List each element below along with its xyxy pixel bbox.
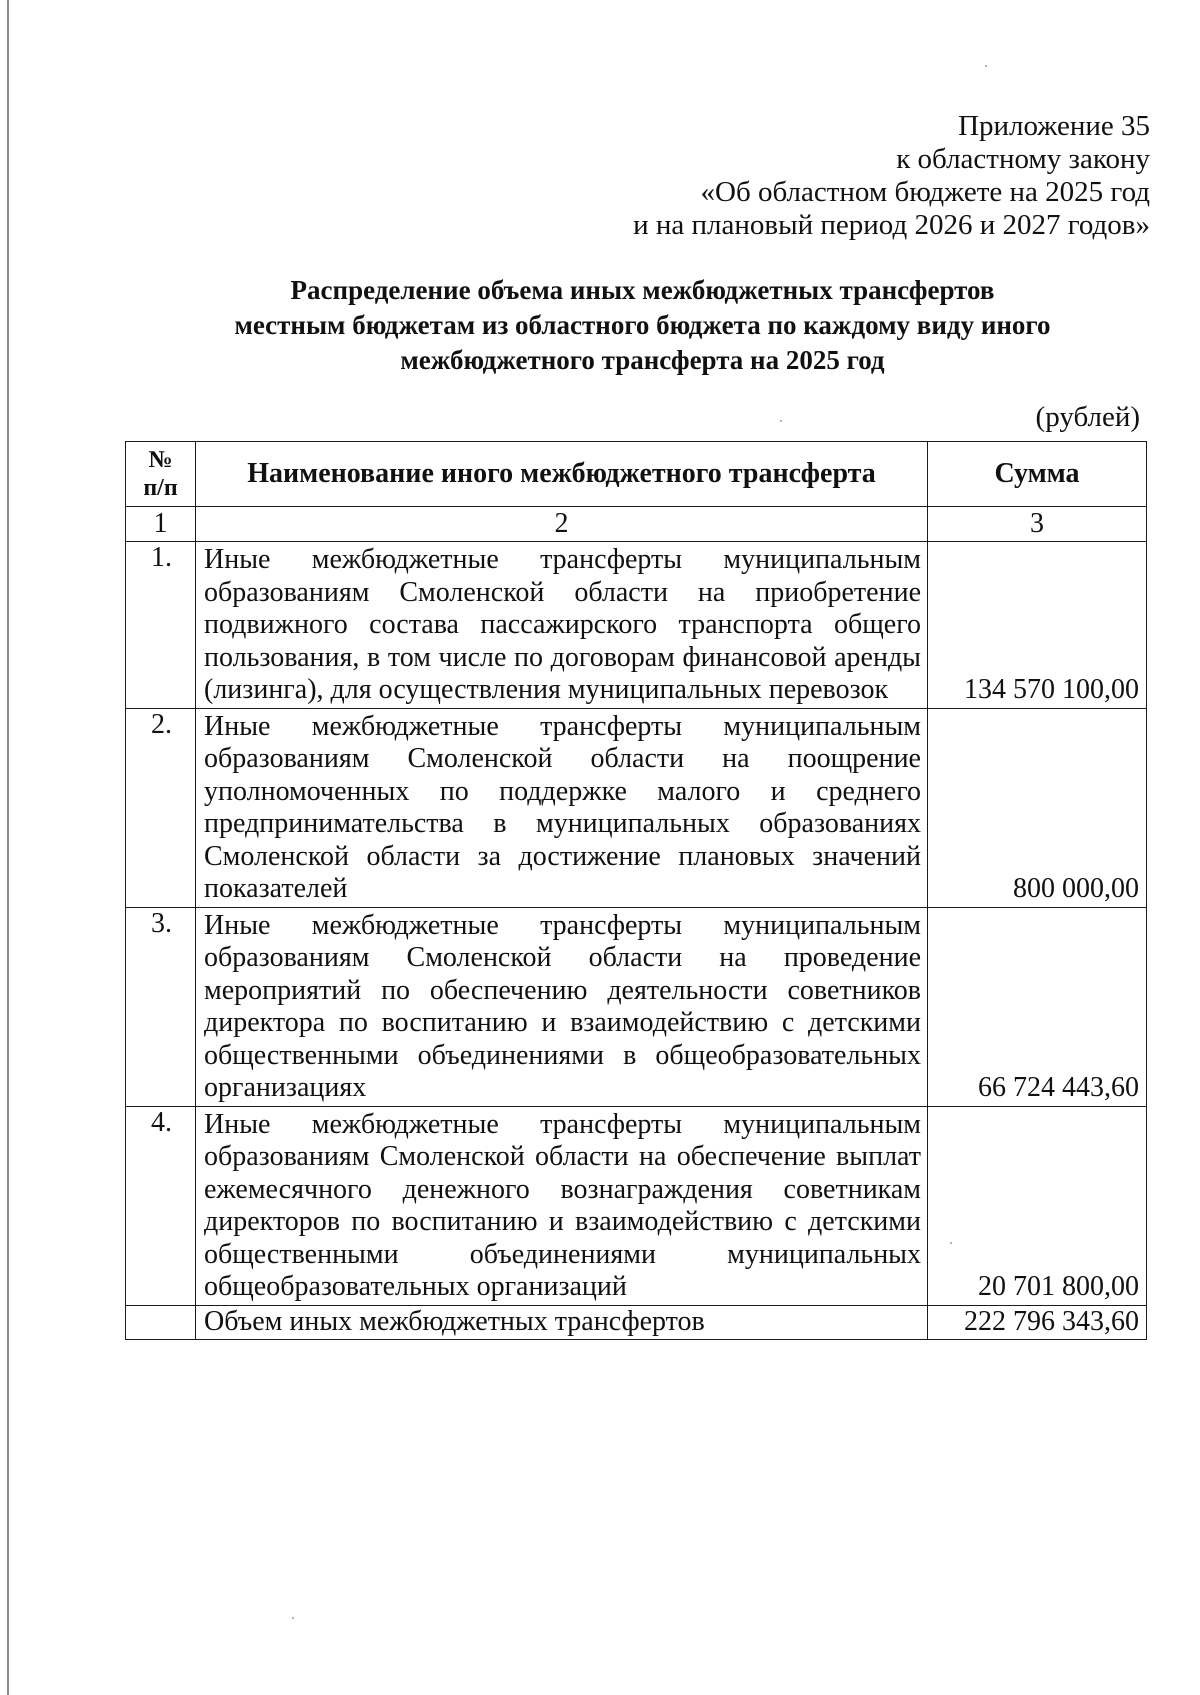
transfer-sum: 20 701 800,00 [928,1106,1147,1305]
header-number [126,442,196,507]
transfer-sum: 800 000,00 [928,708,1147,907]
total-sum: 222 796 343,60 [928,1305,1147,1339]
scan-speck [985,65,987,67]
total-number-cell [126,1305,196,1339]
column-index: 2 [196,507,928,542]
column-index-row [126,507,1147,542]
scan-left-edge [7,0,9,1695]
appendix-line: к областному закону [896,143,1150,175]
header-sum: Сумма [928,442,1147,507]
transfer-sum: 66 724 443,60 [928,907,1147,1106]
table-row [126,542,1147,709]
column-index: 1 [126,507,196,542]
document-title [115,273,1170,378]
header-number-sign: № [148,447,173,473]
scan-speck [780,420,782,422]
transfer-name: Иные межбюджетные трансферты муниципальным образованиям Смоленской области на проведение мероприятий по обеспечению деятельности советников директора по воспитанию и взаимодействию с детскими общественными объединениями в общеобразовательных организациях [196,907,928,1106]
header-name: Наименование иного межбюджетного трансферта [196,442,928,507]
row-number: 3. [126,907,196,1106]
transfer-name: Иные межбюджетные трансферты муниципальным образованиям Смоленской области на приобретение подвижного состава пассажирского транспорта общего пользования, в том числе по договорам финансовой аренды (лизинга), для осуществления муниципальных перевозок [196,542,928,709]
transfer-name: Иные межбюджетные трансферты муниципальным образованиям Смоленской области на обеспечение выплат ежемесячного денежного вознаграждения советникам директоров по воспитанию и взаимодействию с детскими общественными объединениями муниципальных общеобразовательных организаций [196,1106,928,1305]
units-label: (рублей) [1035,401,1140,433]
transfer-sum: 134 570 100,00 [928,542,1147,709]
table-row [126,1106,1147,1305]
appendix-header [633,110,1150,242]
transfers-table [125,441,1147,1340]
row-number: 1. [126,542,196,709]
table-header-row [126,442,1147,507]
table-row [126,907,1147,1106]
total-row [126,1305,1147,1339]
title-line: местным бюджетам из областного бюджета по каждому виду иного [234,310,1051,340]
appendix-line: Приложение 35 [958,110,1150,142]
title-line: межбюджетного трансферта на 2025 год [400,345,885,375]
appendix-line: и на плановый период 2026 и 2027 годов» [633,209,1150,241]
scan-speck [292,1617,294,1619]
appendix-line: «Об областном бюджете на 2025 год [700,176,1150,208]
row-number: 2. [126,708,196,907]
total-label: Объем иных межбюджетных трансфертов [196,1305,928,1339]
row-number: 4. [126,1106,196,1305]
title-line: Распределение объема иных межбюджетных трансфертов [290,275,995,305]
header-number-pp: п/п [143,475,178,501]
table-row [126,708,1147,907]
transfer-name: Иные межбюджетные трансферты муниципальным образованиям Смоленской области на поощрение уполномоченных по поддержке малого и среднего предпринимательства в муниципальных образованиях Смоленской области за достижение плановых значений показателей [196,708,928,907]
column-index: 3 [928,507,1147,542]
